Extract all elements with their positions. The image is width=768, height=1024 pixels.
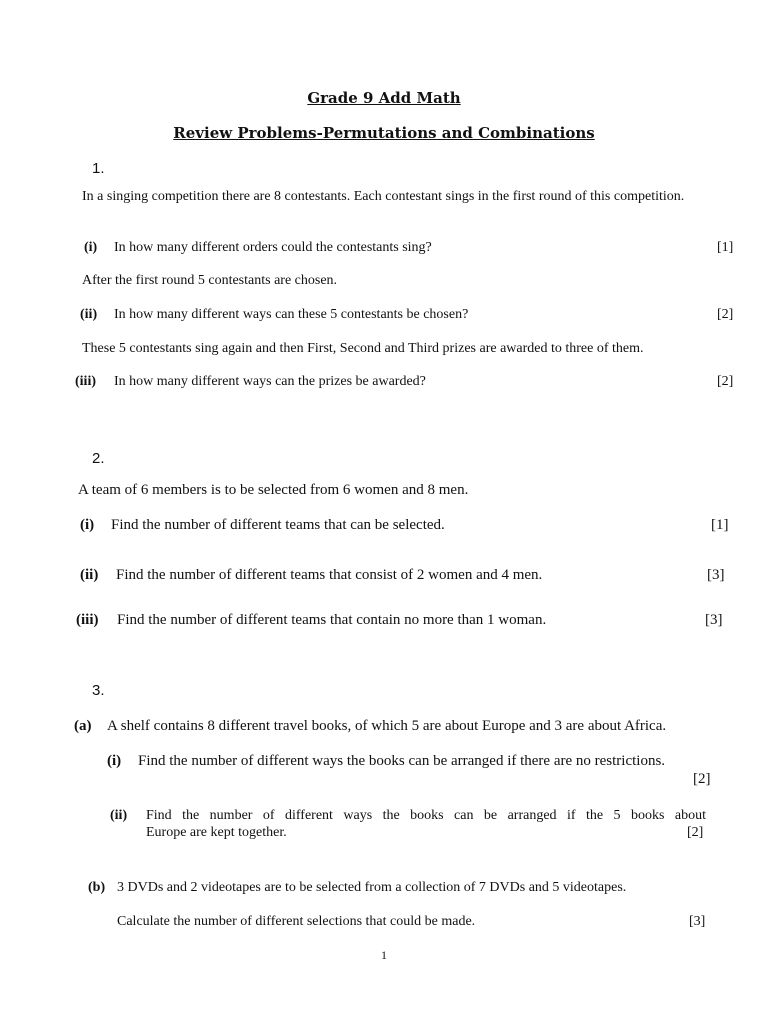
question-1-part-ii-label: (ii) [80,307,98,322]
question-2-part-ii-text: Find the number of different teams that consist of 2 women and 4 men. [116,567,543,583]
question-2-part-i-text: Find the number of different teams that can be selected. [111,517,445,533]
page-subtitle: Review Problems-Permutations and Combinations [173,124,595,142]
question-3-part-b-label: (b) [88,880,106,895]
question-1-part-ii-marks: [2] [717,307,734,322]
page-title: Grade 9 Add Math [307,89,461,107]
question-1-part-i-marks: [1] [717,240,734,255]
question-3-part-a-ii-label: (ii) [110,808,128,823]
question-3-part-a-text: A shelf contains 8 different travel books, of which 5 are about Europe and 3 are about Africa. [107,718,667,734]
question-1-intro: In a singing competition there are 8 contestants. Each contestant sings in the first round of this competition. [82,189,685,204]
question-3-part-a-ii-text-line-1: Find the number of different ways the books can be arranged if the 5 books about [146,808,706,823]
question-3-part-a-i-text: Find the number of different ways the books can be arranged if there are no restrictions. [138,753,666,769]
question-2-part-i-label: (i) [80,517,95,533]
question-3-part-a-i-label: (i) [107,753,122,769]
question-3-part-b-calculate-text: Calculate the number of different selections that could be made. [117,914,476,929]
question-1-number: 1. [92,160,105,177]
question-1-part-iii-marks: [2] [717,374,734,389]
question-3-part-a-ii-text-line-2: Europe are kept together. [146,825,287,840]
page-number: 1 [381,948,387,962]
question-1-part-i-text: In how many different orders could the contestants sing? [114,240,432,255]
question-3-part-b-text: 3 DVDs and 2 videotapes are to be selected from a collection of 7 DVDs and 5 videotapes. [117,880,627,895]
question-3-part-b-marks: [3] [689,914,706,929]
question-2-part-iii-label: (iii) [76,612,99,628]
question-1-prizes-text: These 5 contestants sing again and then First, Second and Third prizes are awarded to three of them. [82,341,644,356]
question-2-part-iii-text: Find the number of different teams that contain no more than 1 woman. [117,612,547,628]
question-3-part-a-ii-marks: [2] [687,825,704,840]
question-2-intro: A team of 6 members is to be selected from 6 women and 8 men. [78,482,469,498]
question-1-after-round-text: After the first round 5 contestants are chosen. [82,273,338,288]
question-3-part-a-i-marks: [2] [693,771,711,787]
question-2-part-iii-marks: [3] [705,612,723,628]
question-3-part-a-label: (a) [74,718,92,734]
question-3-number: 3. [92,682,105,699]
question-1-part-i-label: (i) [84,240,98,255]
question-1-part-iii-label: (iii) [75,374,96,389]
question-1-part-ii-text: In how many different ways can these 5 contestants be chosen? [114,307,469,322]
question-2-part-i-marks: [1] [711,517,729,533]
question-2-part-ii-marks: [3] [707,567,725,583]
question-1-part-iii-text: In how many different ways can the prizes be awarded? [114,374,426,389]
question-2-part-ii-label: (ii) [80,567,99,583]
question-2-number: 2. [92,450,105,467]
